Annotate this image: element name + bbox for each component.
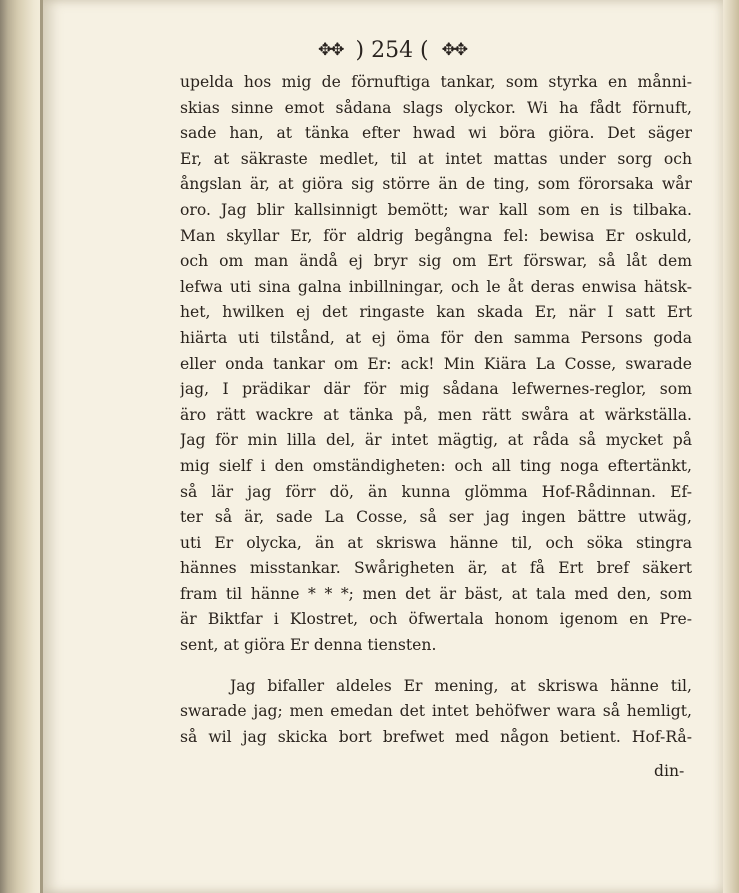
running-header — [318, 38, 558, 68]
text-line: eller onda tankar om Er: ack! Min Kiära La Cosse, swarade — [180, 354, 692, 373]
text-line: Man skyllar Er, för aldrig begångna fel: bewisa Er oskuld, — [180, 226, 692, 245]
text-line: sade han, at tänka efter hwad wi böra giöra. Det säger — [180, 124, 692, 143]
page-fore-edge — [723, 0, 739, 893]
catchword: din- — [654, 762, 685, 780]
page-number: ) 254 ( — [355, 38, 429, 63]
text-line: lefwa uti sina galna inbillningar, och le åt deras enwisa hätsk- — [180, 277, 692, 296]
text-line: Jag bifaller aldeles Er mening, at skriswa hänne til, — [230, 676, 692, 695]
text-line: hiärta uti tilstånd, at ej öma för den samma Persons goda — [180, 328, 692, 347]
header-ornament-right: ✥✥ — [441, 40, 467, 60]
paragraph-gap — [180, 659, 692, 674]
body-text — [180, 70, 692, 750]
text-line: hännes misstankar. Swårigheten är, at få Ert bref säkert — [180, 559, 692, 578]
text-line: ter så är, sade La Cosse, så ser jag ingen bättre utwäg, — [180, 508, 692, 527]
book-binding-gutter — [0, 0, 42, 893]
text-line: äro rätt wackre at tänka på, men rätt swåra at wärkställa. — [180, 405, 692, 424]
text-line: så wil jag skicka bort brefwet med någon betient. Hof-Rå- — [180, 727, 692, 746]
text-line: fram til hänne * * *; men det är bäst, at tala med den, som — [180, 584, 692, 603]
text-line: upelda hos mig de förnuftiga tankar, som styrka en månni- — [180, 73, 692, 91]
text-line: och om man ändå ej bryr sig om Ert förswar, så låt dem — [180, 252, 692, 271]
text-line: oro. Jag blir kallsinnigt bemött; war kall som en is tilbaka. — [180, 200, 692, 219]
text-line: swarade jag; men emedan det intet behöfwer wara så hemligt, — [180, 702, 692, 721]
text-line: Jag för min lilla del, är intet mägtig, at råda så mycket på — [180, 431, 692, 450]
header-ornament-left: ✥✥ — [318, 40, 343, 60]
text-line: är Biktfar i Klostret, och öfwertala honom igenom en Pre- — [180, 610, 692, 629]
text-line: Er, at säkraste medlet, til at intet mattas under sorg och — [180, 149, 692, 168]
text-line: het, hwilken ej det ringaste kan skada Er, när I satt Ert — [180, 303, 692, 322]
text-line: uti Er olycka, än at skriswa hänne til, och söka stingra — [180, 533, 692, 552]
text-line: så lär jag förr dö, än kunna glömma Hof-Rådinnan. Ef- — [180, 482, 692, 501]
text-line: sent, at giöra Er denna tiensten. — [180, 636, 437, 655]
text-line: skias sinne emot sådana slags olyckor. Wi ha fådt förnuft, — [180, 98, 692, 117]
text-line: mig sielf i den omständigheten: och all ting noga eftertänkt, — [180, 456, 692, 475]
text-line: ångslan är, at giöra sig större än de ting, som förorsaka wår — [180, 175, 692, 194]
text-line: jag, I prädikar där för mig sådana lefwernes-reglor, som — [180, 380, 692, 399]
